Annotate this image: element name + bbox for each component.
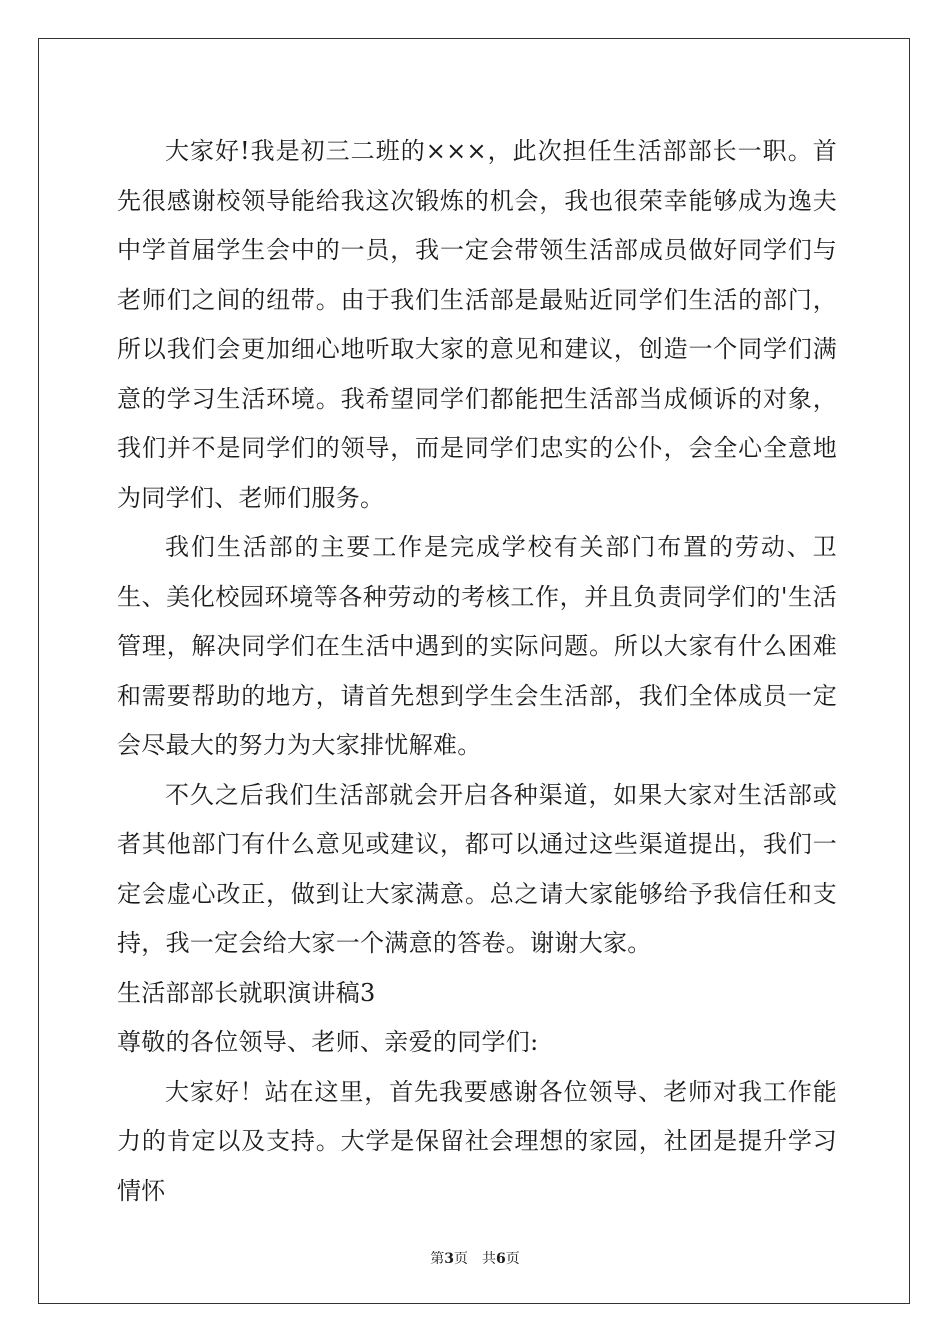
paragraph-2: 我们生活部的主要工作是完成学校有关部门布置的劳动、卫生、美化校园环境等各种劳动的考核工作，并且负责同学们的'生活管理，解决同学们在生活中遇到的实际问题。所以大家有什么困难和需要帮助的地方，请首先想到学生会生活部，我们全体成员一定会尽最大的努力为大家排忧解难。 [117, 533, 837, 759]
page-footer [0, 1248, 950, 1268]
document-body [117, 127, 837, 1216]
page-number-label: 第3页 [430, 1251, 468, 1267]
section-heading: 生活部部长就职演讲稿3 [117, 978, 376, 1007]
total-page-count: 6 [496, 1251, 506, 1267]
current-page-number: 3 [444, 1251, 454, 1267]
total-pages-label: 共6页 [482, 1251, 520, 1267]
paragraph-3: 不久之后我们生活部就会开启各种渠道，如果大家对生活部或者其他部门有什么意见或建议，都可以通过这些渠道提出，我们一定会虚心改正，做到让大家满意。总之请大家能够给予我信任和支持，我一定会给大家一个满意的答卷。谢谢大家。 [117, 780, 837, 957]
paragraph-1: 大家好!我是初三二班的×××，此次担任生活部部长一职。首先很感谢校领导能给我这次锻炼的机会，我也很荣幸能够成为逸夫中学首届学生会中的一员，我一定会带领生活部成员做好同学们与老师们之间的纽带。由于我们生活部是最贴近同学们生活的部门，所以我们会更加细心地听取大家的意见和建议，创造一个同学们满意的学习生活环境。我希望同学们都能把生活部当成倾诉的对象，我们并不是同学们的领导，而是同学们忠实的公仆，会全心全意地为同学们、老师们服务。 [117, 137, 837, 512]
salutation: 尊敬的各位领导、老师、亲爱的同学们: [117, 1028, 539, 1056]
paragraph-4: 大家好！站在这里，首先我要感谢各位领导、老师对我工作能力的肯定以及支持。大学是保留社会理想的家园，社团是提升学习情怀 [117, 1077, 837, 1205]
